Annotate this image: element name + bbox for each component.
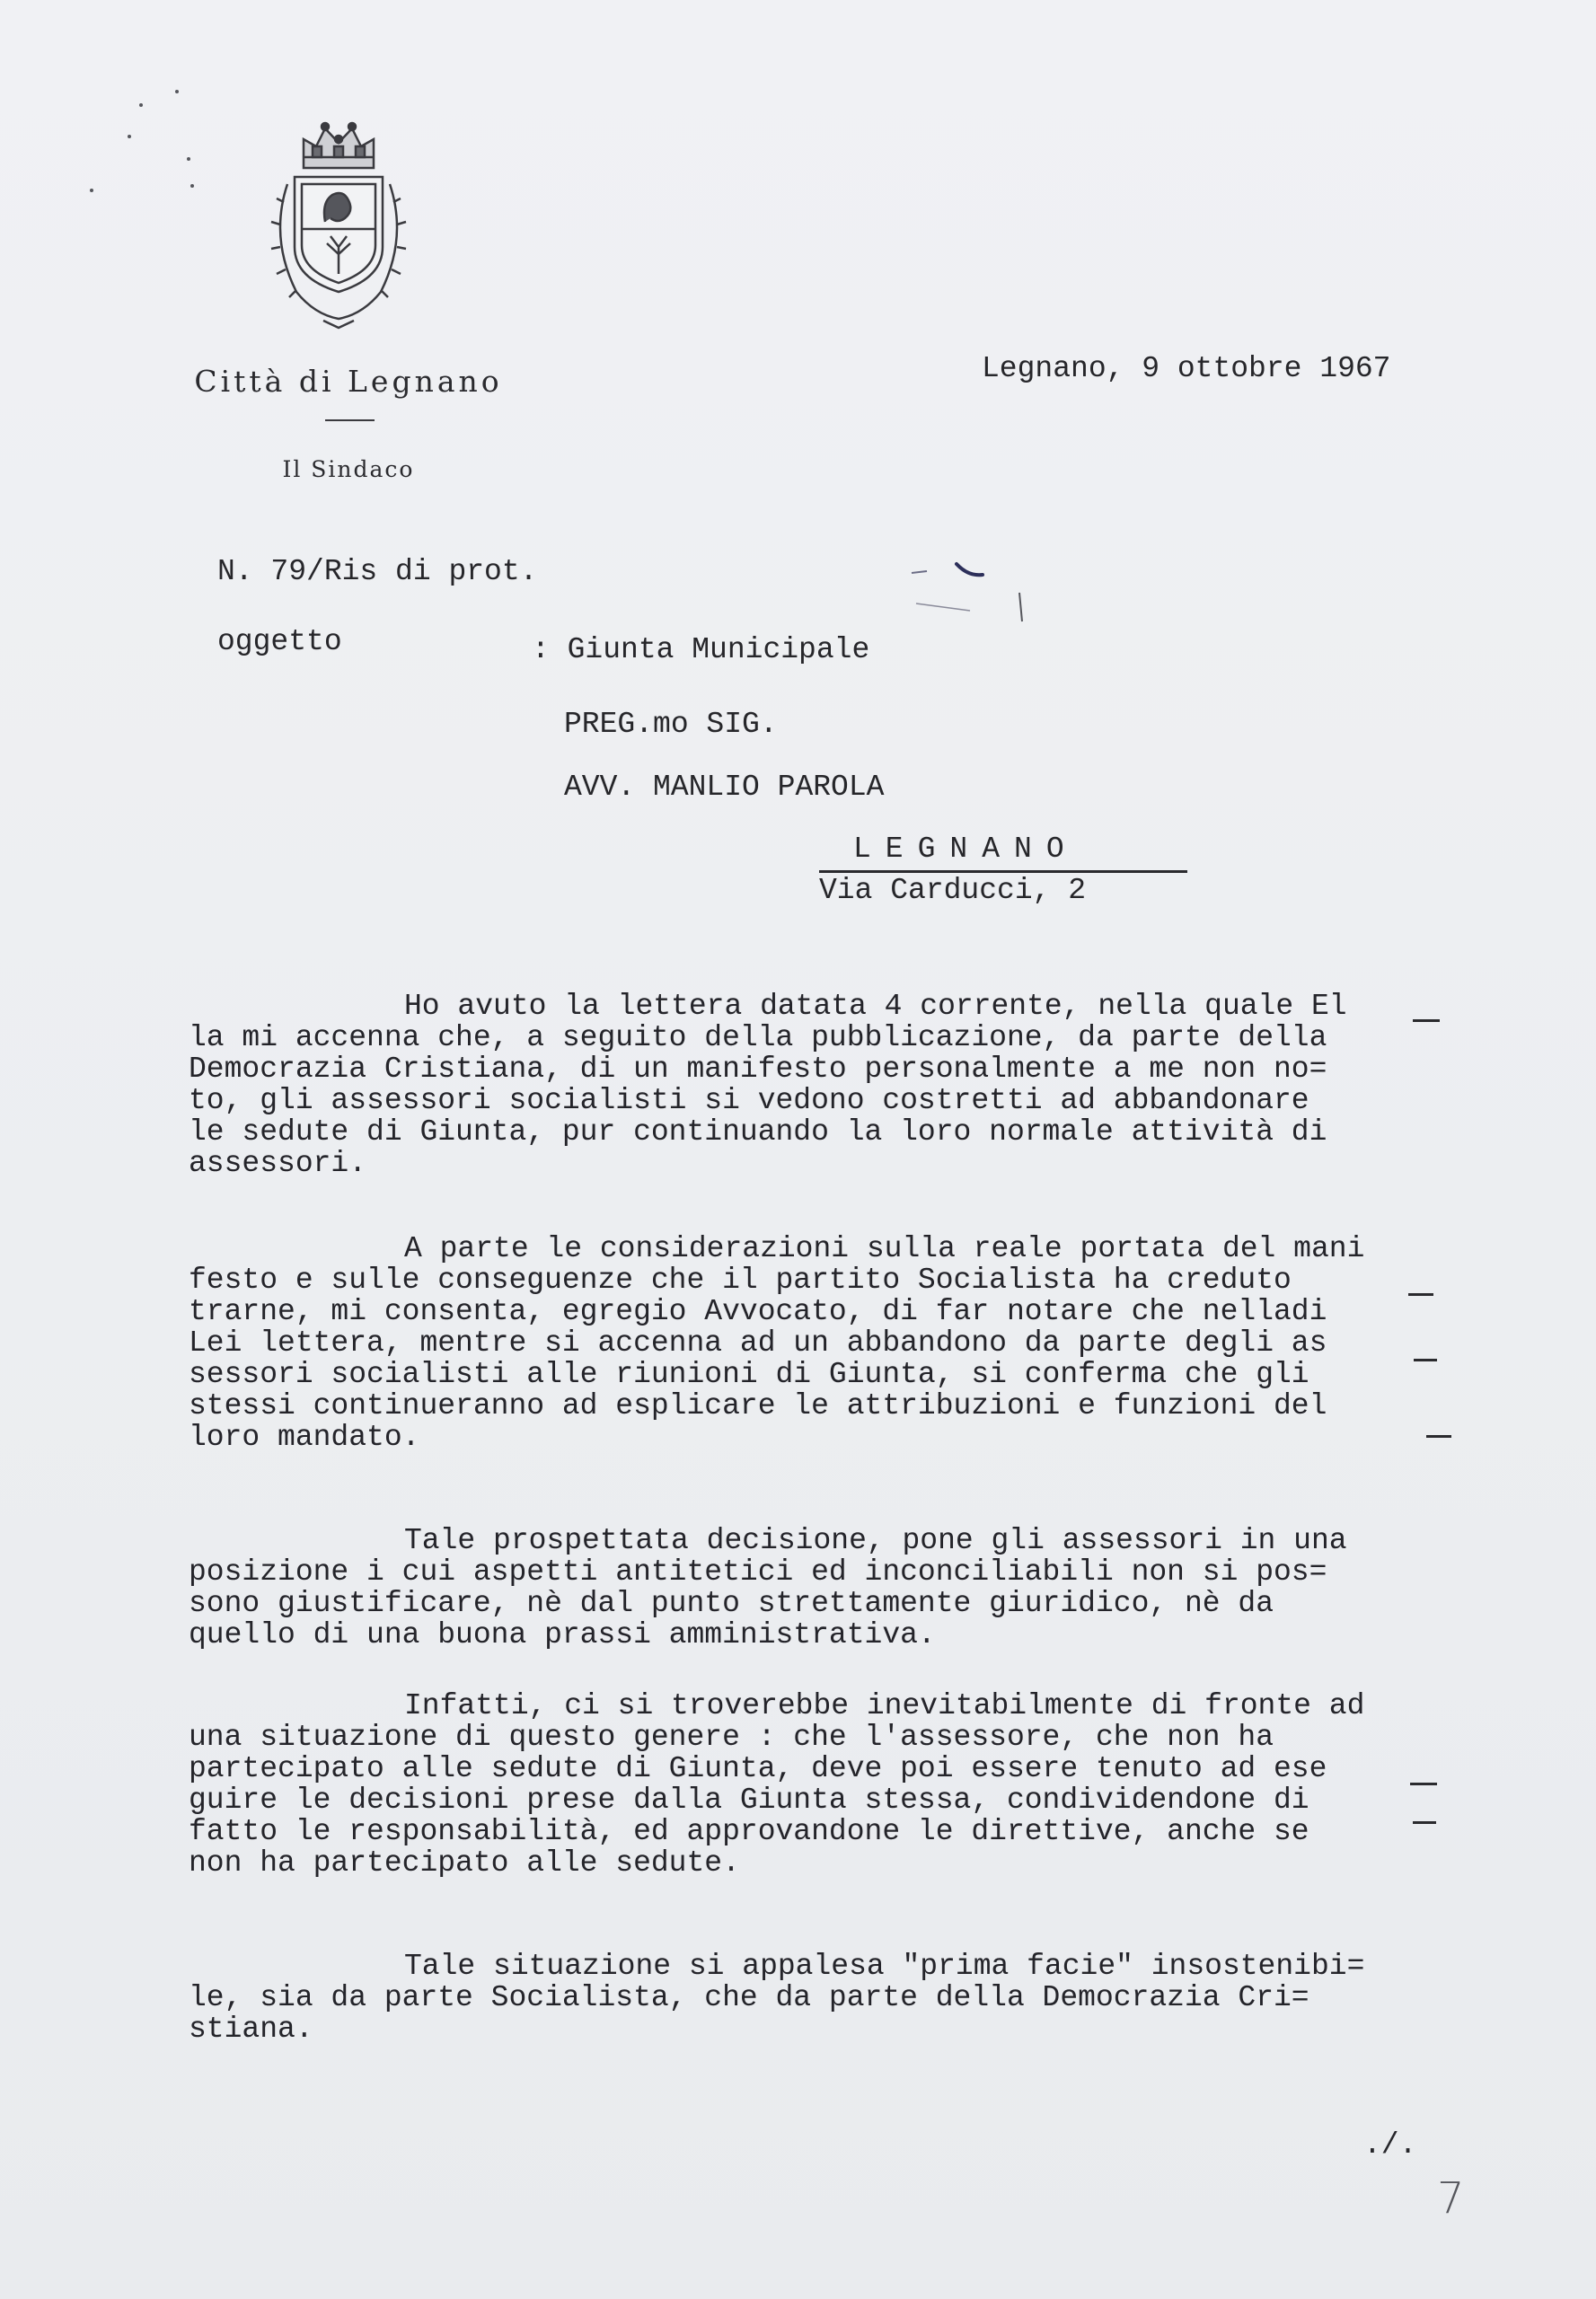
text-line: non ha partecipato alle sedute. [189,1846,740,1880]
text-line: quello di una buona prassi amministrativa. [189,1618,936,1652]
hyphen-mark [1413,1019,1440,1022]
recipient-city: LEGNANO [853,832,1079,866]
text-line: Lei lettera, mentre si accenna ad un abbandono da parte degli as [189,1326,1327,1360]
ink-speck [128,135,131,138]
text-line: le sedute di Giunta, pur continuando la loro normale attività di [189,1115,1327,1149]
paragraph-1 [189,991,1464,1179]
text-line: guire le decisioni prese dalla Giunta stessa, condividendone di [189,1784,1309,1817]
text-line: la mi accenna che, a seguito della pubblicazione, da parte della [189,1021,1327,1054]
text-line: trarne, mi consenta, egregio Avvocato, di far notare che nelladi [189,1295,1327,1328]
ink-speck [139,103,143,107]
recipient-name: AVV. MANLIO PAROLA [564,771,885,804]
text-line: loro mandato. [189,1421,420,1454]
subject-value: : Giunta Municipale [532,633,870,666]
text-line: assessori. [189,1147,367,1180]
continuation-mark: ./. [1363,2128,1417,2162]
paragraph-5 [189,1951,1464,2045]
pen-mark-icon [907,548,1051,647]
text-line: Democrazia Cristiana, di un manifesto personalmente a me non no= [189,1053,1327,1086]
recipient-street: Via Carducci, 2 [819,874,1087,907]
city-coat-of-arms-icon [260,112,418,332]
subject-label: oggetto [217,625,342,658]
text-line: Infatti, ci si troverebbe inevitabilmente di fronte ad [404,1689,1365,1722]
city-name: Città di Legnano [194,364,503,399]
recipient-salutation: PREG.mo SIG. [564,708,778,741]
ink-speck [190,184,194,188]
place-date: Legnano, 9 ottobre 1967 [982,352,1391,385]
text-line: Tale situazione si appalesa "prima facie" insostenibi= [404,1950,1365,1983]
text-line: partecipato alle sedute di Giunta, deve poi essere tenuto ad ese [189,1752,1327,1785]
protocol-number: N. 79/Ris di prot. [217,555,538,588]
text-line: to, gli assessori socialisti si vedono costretti ad abbandonare [189,1084,1309,1117]
text-line: fatto le responsabilità, ed approvandone le direttive, anche se [189,1815,1309,1848]
text-line: una situazione di questo genere : che l'assessore, che non ha [189,1721,1274,1754]
hyphen-mark [1414,1359,1437,1361]
text-line: festo e sulle conseguenze che il partito Socialista ha creduto [189,1264,1292,1297]
hyphen-mark [1426,1435,1451,1438]
ink-speck [175,90,179,93]
text-line: Ho avuto la lettera datata 4 corrente, nella quale El [404,990,1347,1023]
address-underline [819,870,1187,873]
paragraph-2 [189,1233,1464,1453]
text-line: Tale prospettata decisione, pone gli assessori in una [404,1524,1347,1557]
hyphen-mark [1410,1783,1437,1785]
text-line: sessori socialisti alle riunioni di Giunta, si conferma che gli [189,1358,1309,1391]
text-line: A parte le considerazioni sulla reale portata del mani [404,1232,1365,1265]
ink-speck [187,157,190,161]
text-line: le, sia da parte Socialista, che da parte della Democrazia Cri= [189,1981,1309,2014]
hyphen-mark [1408,1293,1433,1296]
hyphen-mark [1413,1821,1436,1824]
page-number: 7 [1437,2173,1465,2224]
office-title: Il Sindaco [282,456,415,482]
paragraph-4 [189,1690,1464,1879]
ink-speck [90,189,93,192]
text-line: stiana. [189,2013,313,2046]
text-line: stessi continueranno ad esplicare le attribuzioni e funzioni del [189,1389,1327,1423]
text-line: sono giustificare, nè dal punto strettamente giuridico, nè da [189,1587,1274,1620]
letterhead-divider [325,419,375,421]
paragraph-3 [189,1525,1464,1651]
text-line: posizione i cui aspetti antitetici ed inconciliabili non si pos= [189,1555,1327,1589]
